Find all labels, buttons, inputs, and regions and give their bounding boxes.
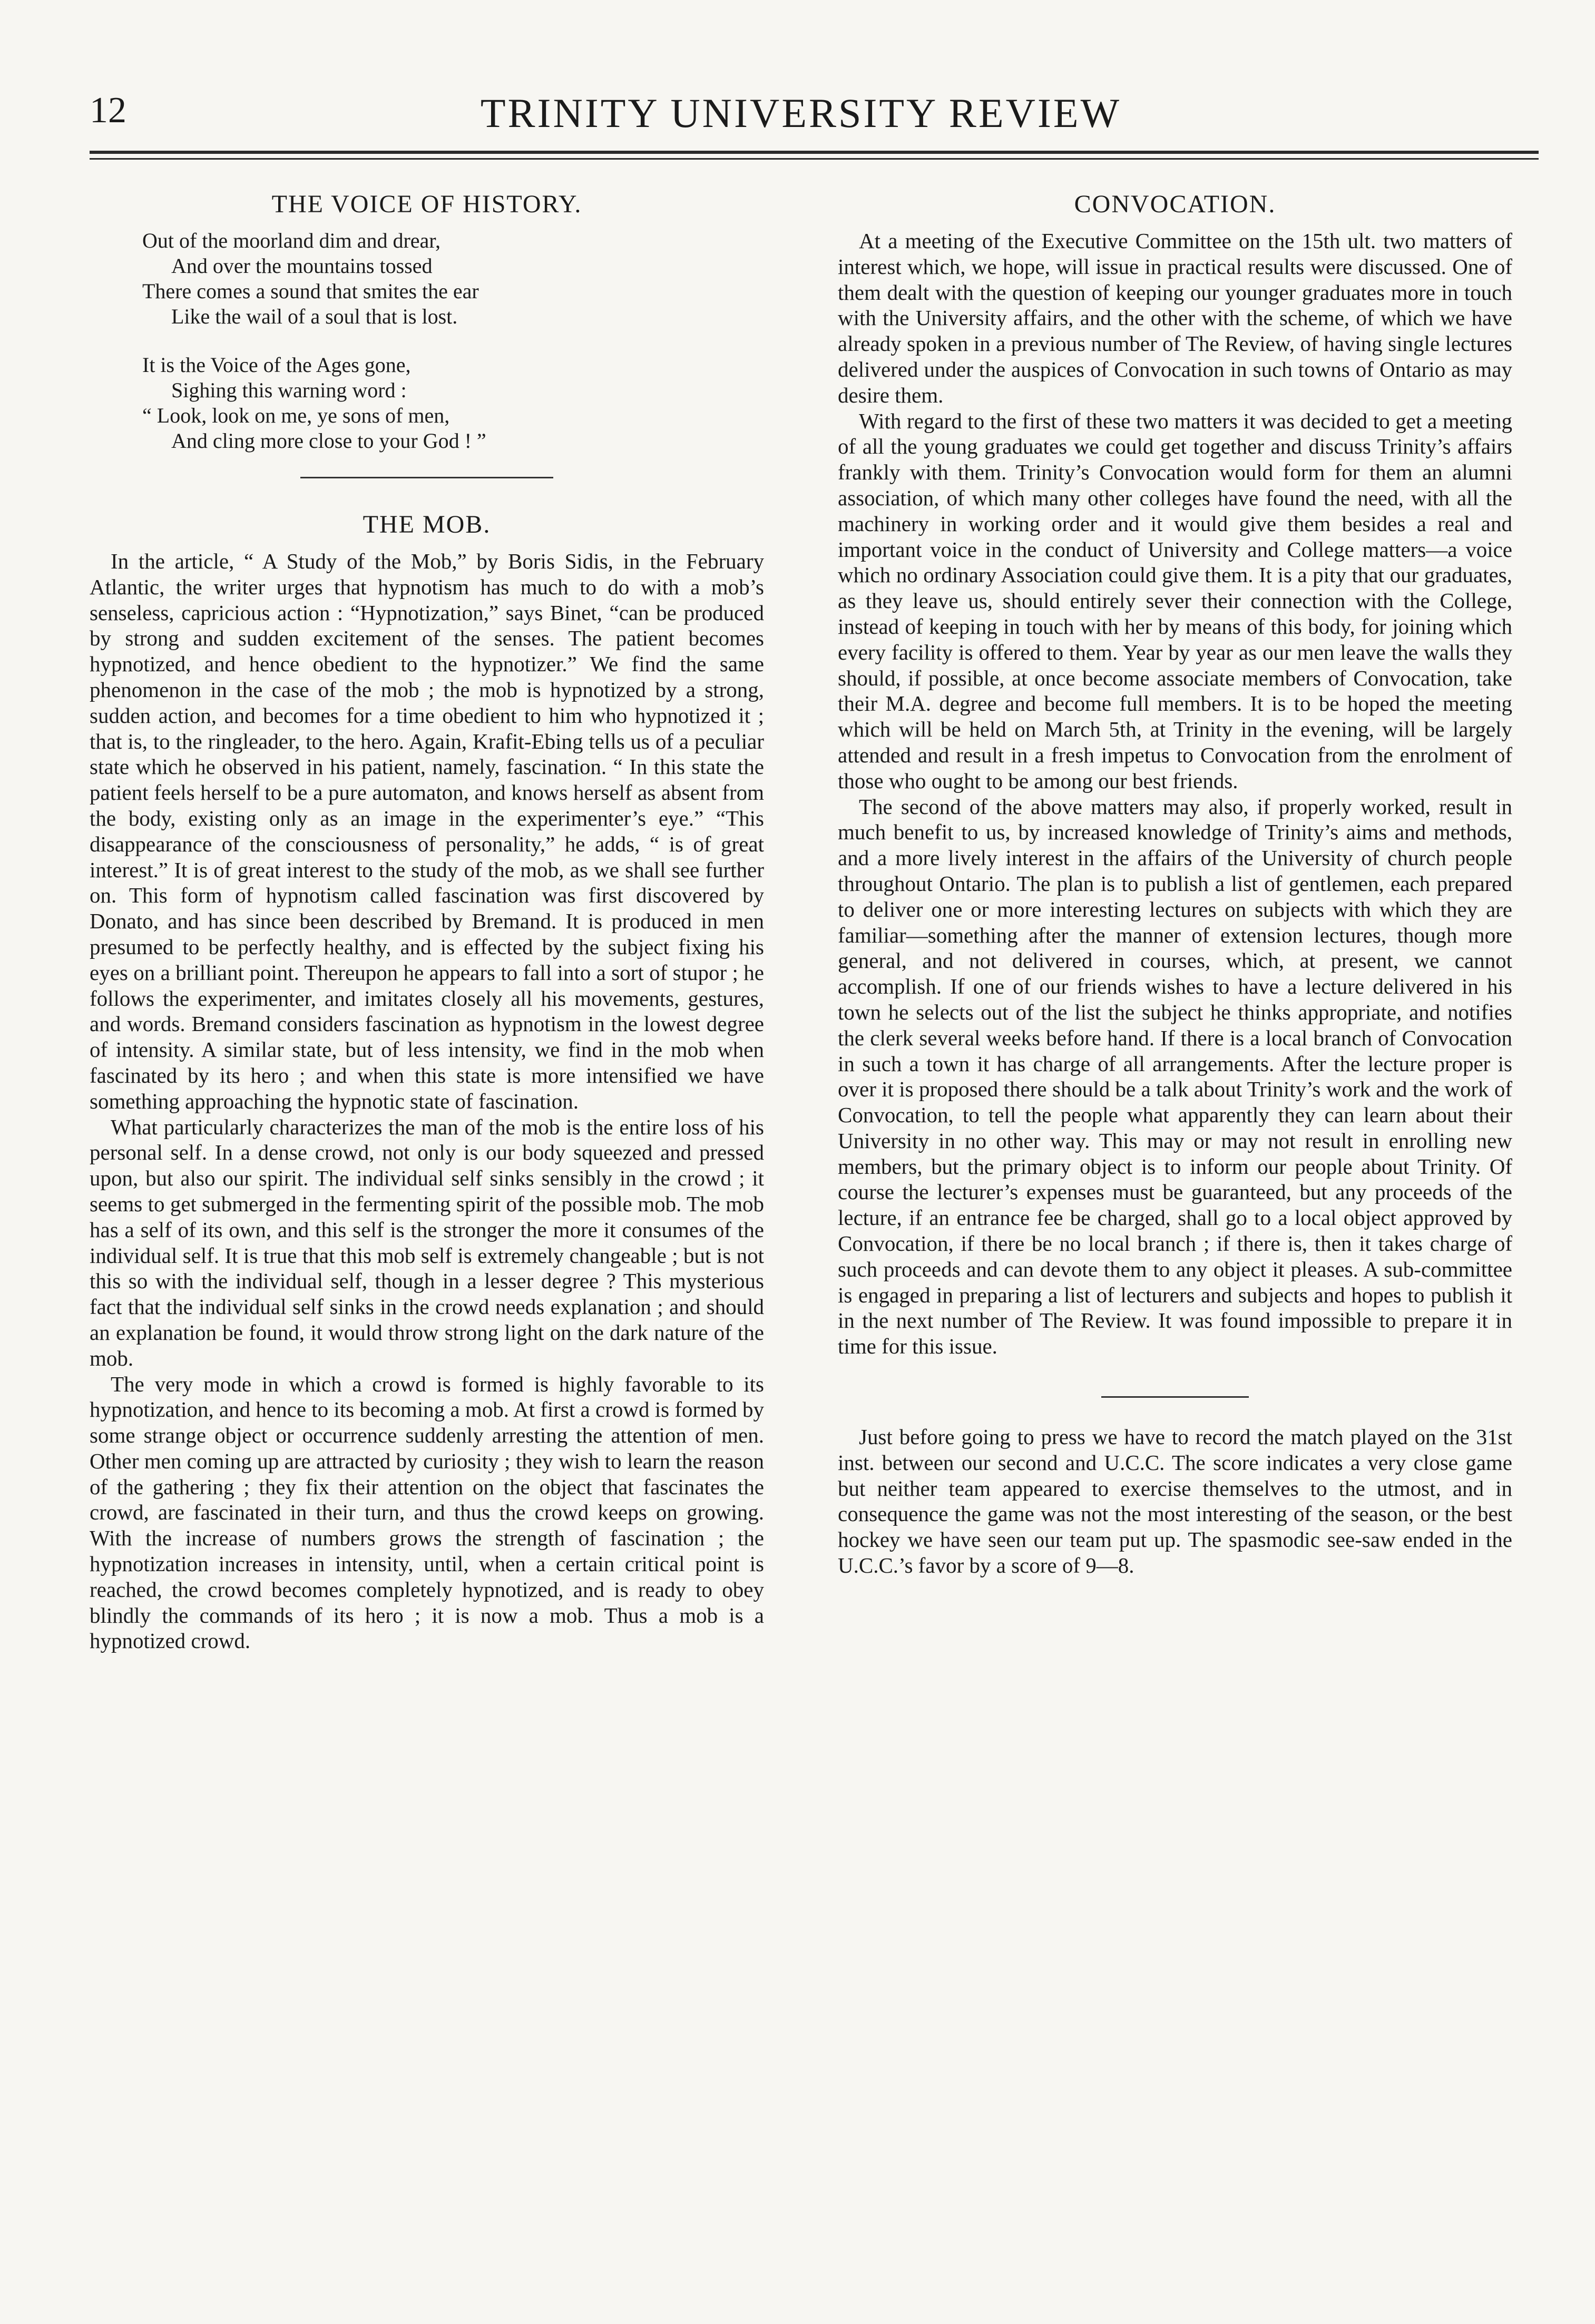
publication-title: TRINITY UNIVERSITY REVIEW: [480, 90, 1122, 136]
hockey-paragraph: Just before going to press we have to record the match played on the 31st inst. between our second and U.C.C. The score indicates a very close game but neither team appeared to exercise themselves to the utmost, and in consequence the game was not the most interesting of the season, or the best hockey we have seen our team put up. The spasmodic see-saw ended in the U.C.C.’s favor by a score of 9—8.: [838, 1425, 1512, 1578]
article-paragraph: What particularly characterizes the man of the mob is the entire loss of his personal self. In a dense crowd, not only is our body squeezed and pressed upon, but also our spirit. The individual self sinks sensibly in the crowd ; it seems to get submerged in the fermenting spirit of the possible mob. The mob has a self of its own, and this self is the stronger the more it consumes of the individual self. It is true that this mob self is extremely changeable ; but is not this so with the individual self, though in a lesser degree ? This mysterious fact that the individual self sinks in the crowd needs explanation ; and should an explanation be found, it would throw strong light on the dark nature of the mob.: [90, 1114, 764, 1370]
page-number: 12: [90, 90, 126, 131]
poem-line: And cling more close to your God ! ”: [171, 429, 486, 453]
poem-line: And over the mountains tossed: [171, 254, 433, 278]
right-column: [838, 190, 1512, 1578]
article-paragraph: The very mode in which a crowd is formed is highly favorable to its hypnotization, and hence to its becoming a mob. At first a crowd is formed by some strange object or occurrence suddenly arresting the attention of men. Other men coming up are attracted by curiosity ; they wish to learn the reason of the gathering ; they fix their attention on the object that fascinates the crowd, are fascinated in their turn, and thus the crowd keeps on growing. With the increase of numbers grows the strength of fascination ; the hypnotization increases in intensity, until, when a certain critical point is reached, the crowd becomes completely hypnotized, and is ready to obey blindly the commands of its hero ; it is now a mob. Thus a mob is a hypnotized crowd.: [90, 1371, 764, 1653]
article-paragraph: The second of the above matters may also, if properly worked, result in much benefit to us, by increased knowledge of Trinity’s aims and methods, and a more lively interest in the affairs of the University of church people throughout Ontario. The plan is to publish a list of gentlemen, each prepared to deliver one or more interesting lectures on subjects with which they are familiar—something after the manner of extension lectures, though more general, and not delivered in courses, which, at present, we cannot accomplish. If one of our friends wishes to have a lecture delivered in his town he selects out of the list the subject he thinks appropriate, and notifies the clerk several weeks before hand. If there is a local branch of Convocation in such a town it has charge of all arrangements. After the lecture proper is over it is proposed there should be a talk about Trinity’s work and the work of Convocation, to tell the people what apparently they can learn about their University in no other way. This may or may not result in enrolling new members, but the primary object is to inform our people about Trinity. Of course the lecturer’s expenses must be guaranteed, but any proceeds of the lecture, if an entrance fee be charged, shall go to a local object approved by Convocation, if there be no local branch ; if there is, then it takes charge of such proceeds and can devote them to any object it pleases. A sub-committee is engaged in preparing a list of lecturers and subjects and hopes to publish it in the next number of The Review. It was found impossible to prepare it in time for this issue.: [838, 794, 1512, 1359]
section-divider: [1101, 1396, 1249, 1398]
article-title: THE MOB.: [363, 511, 491, 538]
article-paragraph: With regard to the first of these two matters it was decided to get a meeting of all the young graduates we could get together and discuss Trinity’s affairs frankly with them. Trinity’s Convocation would form for them an alumni association, of which many other colleges have found the need, with all the machinery in working order and it would give them besides a real and important voice in the conduct of University and College matters—a voice which no ordinary Association could give them. It is a pity that our graduates, as they leave us, should entirely sever their connection with the College, instead of keeping in touch with her by means of this body, for joining which every facility is offered to them. Year by year as our men leave the walls they should, if possible, at once become associate members of Convocation, take their M.A. degree and become full members. It is to be hoped the meeting which will be held on March 5th, at Trinity in the evening, will be largely attended and result in a fresh impetus to Convocation from the enrolment of those who ought to be among our best friends.: [838, 408, 1512, 793]
article-paragraph: At a meeting of the Executive Committee on the 15th ult. two matters of interest which, we hope, will issue in practical results were discussed. One of them dealt with the question of keeping our younger graduates more in touch with the University affairs, and the other with the scheme, of which we have already spoken in a previous number of The Review, of having single lectures delivered under the auspices of Convocation in such towns of Ontario as may desire them.: [838, 229, 1512, 407]
poem-stanza: [142, 352, 764, 454]
poem-title: THE VOICE OF HISTORY.: [271, 190, 582, 218]
article-paragraph: In the article, “ A Study of the Mob,” by Boris Sidis, in the February Atlantic, the writer urges that hypnotism has much to do with a mob’s senseless, capricious action : “Hypnotization,” says Binet, “can be produced by strong and sudden excitement of the senses. The patient becomes hypnotized, and hence obedient to the hypnotizer.” We find the same phenomenon in the case of the mob ; the mob is hypnotized by a strong, sudden action, and becomes for a time obedient to him who hypnotized it ; that is, to the ringleader, to the hero. Again, Krafit-Ebing tells us of a peculiar state which he observed in his patient, namely, fascination. “ In this state the patient feels herself to be a pure automaton, and knows herself as absent from the body, existing only as an image in the experimenter’s eye.” “This disappearance of the consciousness of personality,” he adds, “ is of great interest.” It is of great interest to the study of the mob, as we shall see further on. This form of hypnotism called fascination was first discovered by Donato, and has since been described by Bremand. It is produced in men presumed to be perfectly healthy, and is effected by the subject fixing his eyes on a brilliant point. Thereupon he appears to fall into a sort of stupor ; he follows the experimenter, and imitates closely all his movements, gestures, and words. Bremand considers fascination as hypnotism in the lowest degree of intensity. A similar state, but of less intensity, we find in the mob when fascinated by its hero ; and when this state is more intensified we have something approaching the hypnotic state of fascination.: [90, 549, 764, 1113]
poem: [142, 228, 764, 454]
poem-line: Out of the moorland dim and drear,: [142, 229, 441, 252]
header-rule-thin: [90, 158, 1539, 160]
poem-line: Sighing this warning word :: [171, 378, 407, 402]
poem-line: “ Look, look on me, ye sons of men,: [142, 404, 450, 427]
header-rule: [90, 151, 1539, 154]
poem-stanza: [142, 228, 764, 329]
poem-line: Like the wail of a soul that is lost.: [171, 305, 458, 328]
poem-line: It is the Voice of the Ages gone,: [142, 353, 411, 377]
masthead: [90, 79, 1512, 142]
poem-line: There comes a sound that smites the ear: [142, 279, 479, 303]
article-title: CONVOCATION.: [1074, 190, 1276, 218]
section-divider: [300, 477, 553, 478]
left-column: [90, 190, 764, 1654]
